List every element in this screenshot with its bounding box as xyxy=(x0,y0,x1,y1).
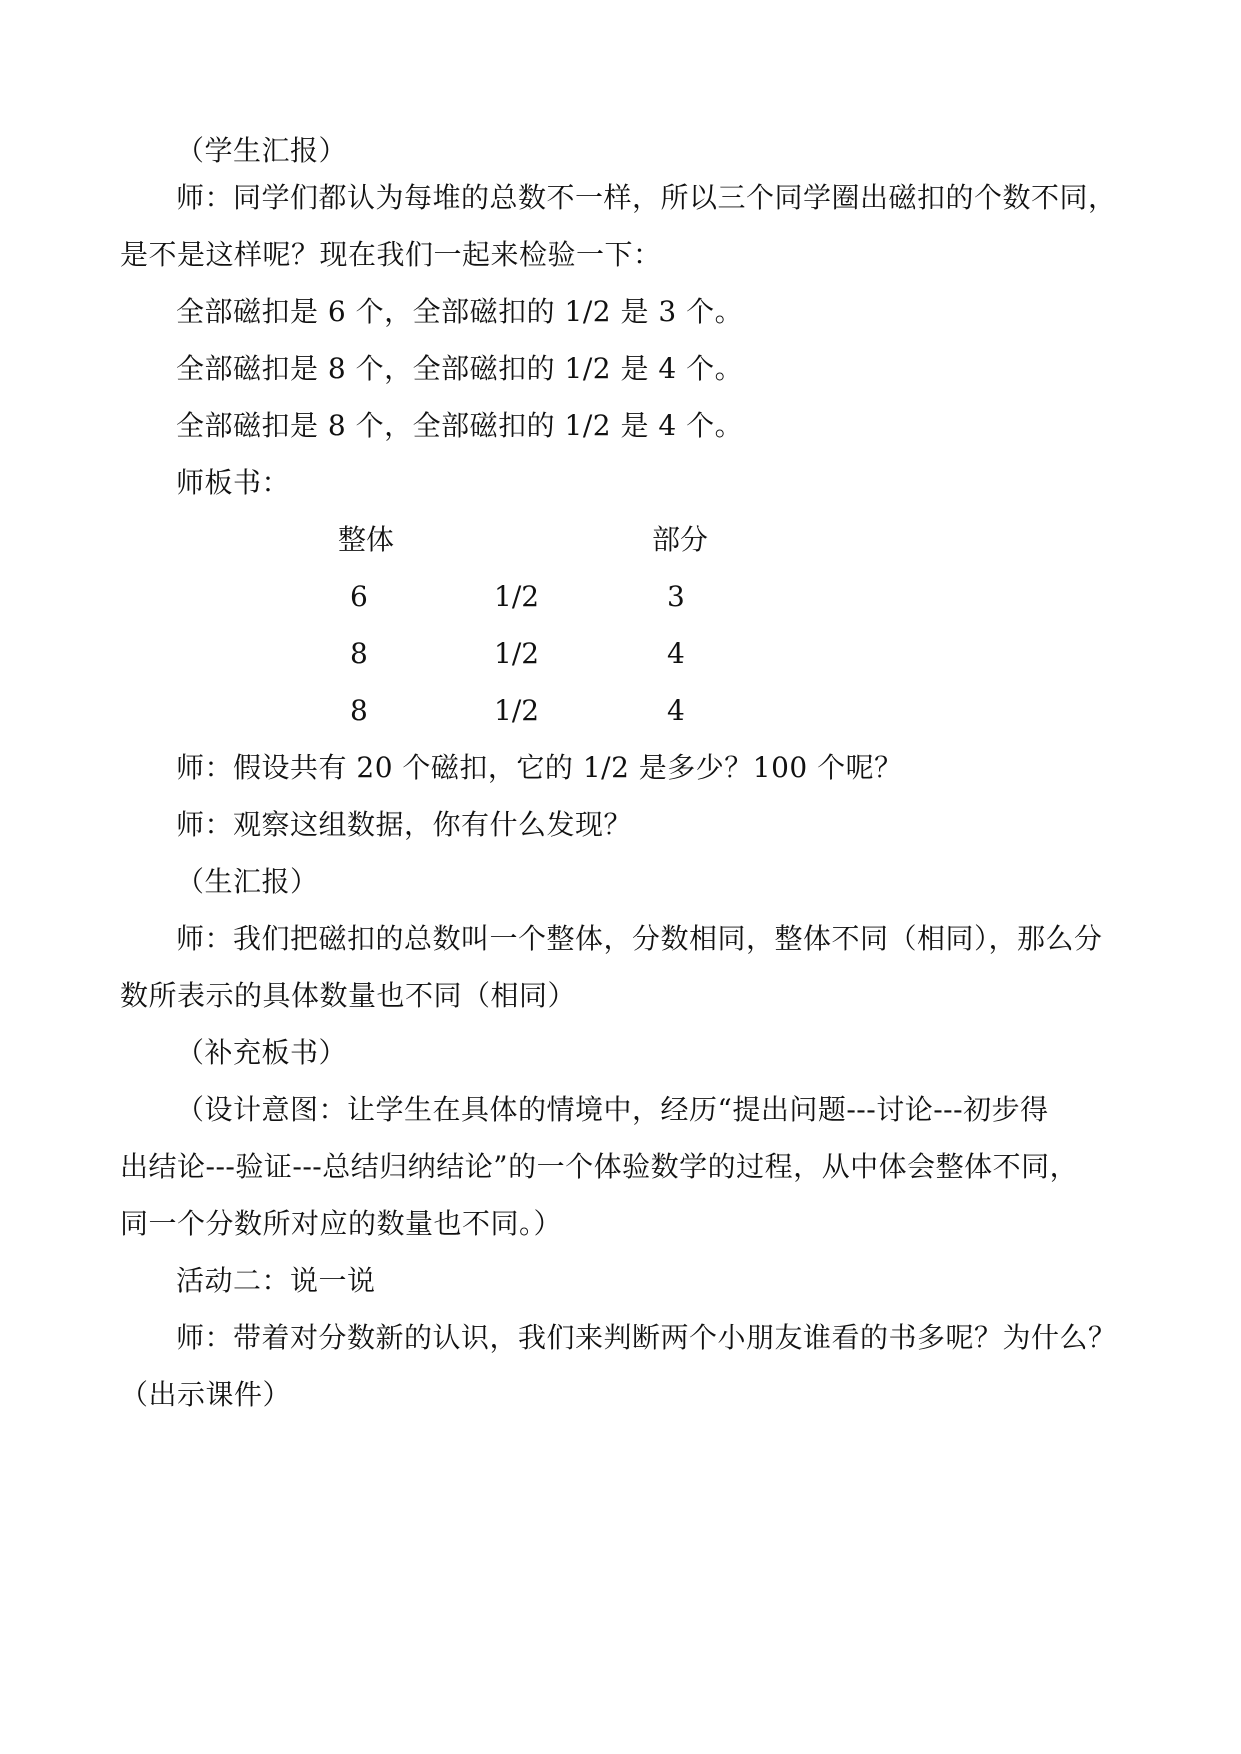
supplement-board-note: （补充板书） xyxy=(176,1036,348,1069)
board-row-2-whole: 8 xyxy=(350,637,368,670)
teacher-summary-b: 数所表示的具体数量也不同（相同） xyxy=(120,979,577,1012)
board-writing-label: 师板书： xyxy=(176,466,291,499)
teacher-summary-a: 师：我们把磁扣的总数叫一个整体，分数相同，整体不同（相同），那么分 xyxy=(176,922,1103,955)
board-row-2-part: 4 xyxy=(667,637,685,670)
board-row-1-fraction: 1/2 xyxy=(494,580,540,613)
board-header-part: 部分 xyxy=(652,523,709,556)
teacher-line-1b: 是不是这样呢？现在我们一起来检验一下： xyxy=(120,238,662,271)
design-intent-a: （设计意图：让学生在具体的情境中，经历“提出问题---讨论---初步得 xyxy=(176,1093,1049,1126)
check-line-3: 全部磁扣是 8 个，全部磁扣的 1/2 是 4 个。 xyxy=(176,409,744,442)
board-row-1-whole: 6 xyxy=(350,580,368,613)
check-line-2: 全部磁扣是 8 个，全部磁扣的 1/2 是 4 个。 xyxy=(176,352,744,385)
teacher-observe-line: 师：观察这组数据，你有什么发现？ xyxy=(176,808,633,841)
student-report-note: （学生汇报） xyxy=(176,134,348,167)
show-courseware-note: （出示课件） xyxy=(120,1378,292,1411)
board-row-3-part: 4 xyxy=(667,694,685,727)
teacher-books-question: 师：带着对分数新的认识，我们来判断两个小朋友谁看的书多呢？为什么？ xyxy=(176,1321,1117,1354)
design-intent-c: 同一个分数所对应的数量也不同。） xyxy=(120,1207,563,1240)
student-report-note-2: （生汇报） xyxy=(176,865,319,898)
board-row-3-whole: 8 xyxy=(350,694,368,727)
board-row-1-part: 3 xyxy=(667,580,685,613)
design-intent-b: 出结论---验证---总结归纳结论”的一个体验数学的过程，从中体会整体不同， xyxy=(120,1150,1079,1183)
teacher-question-line: 师：假设共有 20 个磁扣，它的 1/2 是多少？100 个呢？ xyxy=(176,751,903,784)
board-row-3-fraction: 1/2 xyxy=(494,694,540,727)
activity-two-heading: 活动二：说一说 xyxy=(176,1264,376,1297)
teacher-line-1a: 师：同学们都认为每堆的总数不一样，所以三个同学圈出磁扣的个数不同， xyxy=(176,181,1117,214)
check-line-1: 全部磁扣是 6 个，全部磁扣的 1/2 是 3 个。 xyxy=(176,295,744,328)
board-row-2-fraction: 1/2 xyxy=(494,637,540,670)
board-header-whole: 整体 xyxy=(338,523,395,556)
